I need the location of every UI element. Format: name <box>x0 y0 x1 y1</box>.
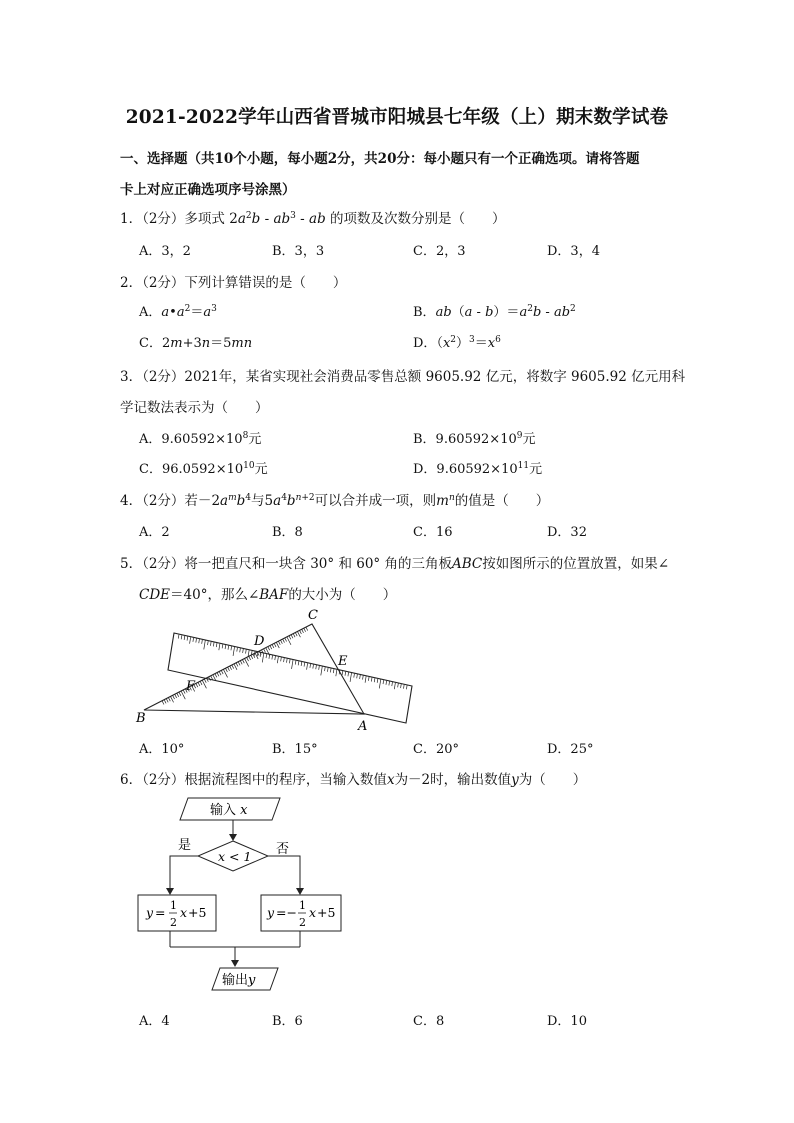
label-b: B <box>136 711 146 726</box>
triangle-tick <box>196 684 198 688</box>
triangle-tick <box>281 640 283 644</box>
flowchart <box>130 795 350 1000</box>
triangle-tick <box>166 699 168 703</box>
question-3-line1: 3．（2分）2021年，某省实现社会消费品零售总额 9605.92 亿元，将数字 9605.92 亿元用科 <box>120 369 686 385</box>
triangle-tick <box>283 639 285 643</box>
q2-option-d[interactable]: D．$(x^2)^3=x^6$ <box>413 335 501 351</box>
label-e: E <box>338 654 348 669</box>
svg-text:y: y <box>267 905 275 920</box>
svg-text:+5: +5 <box>317 905 336 920</box>
svg-text:=−: =− <box>276 905 297 920</box>
triangle-tick <box>200 681 202 685</box>
no-label: 否 <box>276 842 290 857</box>
triangle-tick <box>278 641 280 645</box>
label-d: D <box>254 634 265 649</box>
question-1: 1．（2分）多项式 $2a^2b - ab^3$ - ab 的项数及次数分别是（ ） <box>120 211 506 227</box>
triangle-tick <box>306 627 308 631</box>
triangle-tick <box>171 697 174 703</box>
triangle-tick <box>162 701 164 705</box>
q1-option-d[interactable]: D．3，4 <box>547 244 600 259</box>
q1-option-b[interactable]: B．3，3 <box>272 244 325 259</box>
question-6: 6．（2分）根据流程图中的程序，当输入数值x为－2时，输出数值y为（ ） <box>120 772 587 788</box>
triangle-tick <box>177 693 179 697</box>
svg-text:y: y <box>146 905 154 920</box>
triangle-tick <box>276 642 279 648</box>
q3-option-a[interactable]: A．$9.60592\times 10^8$元 <box>139 431 262 447</box>
q6-option-b[interactable]: B．6 <box>272 1014 303 1029</box>
q5-option-d[interactable]: D．25° <box>547 742 594 757</box>
question-3-line2: 学记数法表示为（ ） <box>120 400 269 416</box>
svg-text:x: x <box>180 905 188 920</box>
question-5-line2: CDE＝40°，那么∠BAF的大小为（ ） <box>139 587 397 603</box>
label-f: F <box>186 679 196 694</box>
q4-option-c[interactable]: C．16 <box>413 525 453 540</box>
question-4: 4．（2分）若$-2a^mb^4$与$5a^4b^{n+2}$可以合并成一项，则$m^n$的值是（ ） <box>120 493 550 509</box>
q4-option-a[interactable]: A．2 <box>139 525 170 540</box>
condition-label: x < 1 <box>218 849 252 864</box>
triangle-tick <box>293 634 295 638</box>
triangle-tick <box>285 638 287 642</box>
triangle-tick <box>264 649 266 653</box>
svg-text:=: = <box>155 905 166 920</box>
q6-option-a[interactable]: A．4 <box>139 1014 170 1029</box>
triangle-tick <box>183 690 185 694</box>
triangle-tick <box>300 630 302 634</box>
triangle-tick <box>272 644 274 648</box>
triangle-tick <box>295 633 297 637</box>
q1-option-a[interactable]: A．3，2 <box>139 244 191 259</box>
triangle-tick <box>268 647 270 651</box>
q4-option-d[interactable]: D．32 <box>547 525 587 540</box>
q6-option-c[interactable]: C．8 <box>413 1014 445 1029</box>
triangle-tick <box>304 628 306 632</box>
q5-option-a[interactable]: A．10° <box>139 742 185 757</box>
section-heading-line1: 一、选择题（共10个小题，每小题2分，共20分：每小题只有一个正确选项。请将答题 <box>120 151 640 167</box>
triangle-tick <box>173 695 175 699</box>
svg-text:+5: +5 <box>188 905 207 920</box>
label-a: A <box>358 719 368 734</box>
q3-option-b[interactable]: B．$9.60592\times 10^9$元 <box>413 431 536 447</box>
svg-text:1: 1 <box>299 899 306 912</box>
triangle-tick <box>204 679 206 683</box>
triangle-tick <box>302 629 304 633</box>
q5-option-c[interactable]: C．20° <box>413 742 459 757</box>
triangle-tick <box>289 636 291 640</box>
triangle-tick <box>175 694 177 698</box>
triangle-tick <box>291 635 293 639</box>
input-label: 输入 x <box>210 803 248 818</box>
question-5-line1: 5．（2分）将一把直尺和一块含 30° 和 60° 角的三角板ABC按如图所示的位置放置，如果∠ <box>120 556 670 572</box>
q6-option-d[interactable]: D．10 <box>547 1014 587 1029</box>
q2-option-c[interactable]: C．2m+3n＝5mn <box>139 336 253 351</box>
label-c: C <box>308 608 318 623</box>
svg-text:2: 2 <box>170 916 177 929</box>
triangle-tick <box>274 643 276 647</box>
triangle-tick <box>168 698 170 702</box>
triangle-tick <box>297 631 300 637</box>
output-label: 输出y <box>222 973 256 988</box>
q4-option-b[interactable]: B．8 <box>272 525 303 540</box>
yes-label: 是 <box>178 838 192 853</box>
q3-option-c[interactable]: C．$96.0592\times 10^{10}$元 <box>139 461 268 477</box>
section-heading-line2: 卡上对应正确选项序号涂黑） <box>120 182 296 198</box>
svg-text:1: 1 <box>170 899 177 912</box>
question-2: 2．（2分）下列计算错误的是（ ） <box>120 275 347 291</box>
q2-option-b[interactable]: B．$ab(a - b)=a^2b - ab^2$ <box>413 304 576 320</box>
triangle-tick <box>164 700 166 704</box>
ruler-triangle-figure <box>130 600 430 735</box>
svg-text:2: 2 <box>299 916 306 929</box>
triangle-tick <box>179 692 181 696</box>
triangle-tick <box>270 646 272 650</box>
q1-option-c[interactable]: C．2，3 <box>413 244 466 259</box>
ruler <box>168 633 412 723</box>
triangle-tick <box>198 682 200 686</box>
q5-option-b[interactable]: B．15° <box>272 742 318 757</box>
q2-option-a[interactable]: A．$a•a^2=a^3$ <box>139 304 217 320</box>
svg-text:x: x <box>309 905 317 920</box>
q3-option-d[interactable]: D．$9.60592\times 10^{11}$元 <box>413 461 543 477</box>
page-title: 2021-2022学年山西省晋城市阳城县七年级（上）期末数学试卷 <box>125 107 669 128</box>
